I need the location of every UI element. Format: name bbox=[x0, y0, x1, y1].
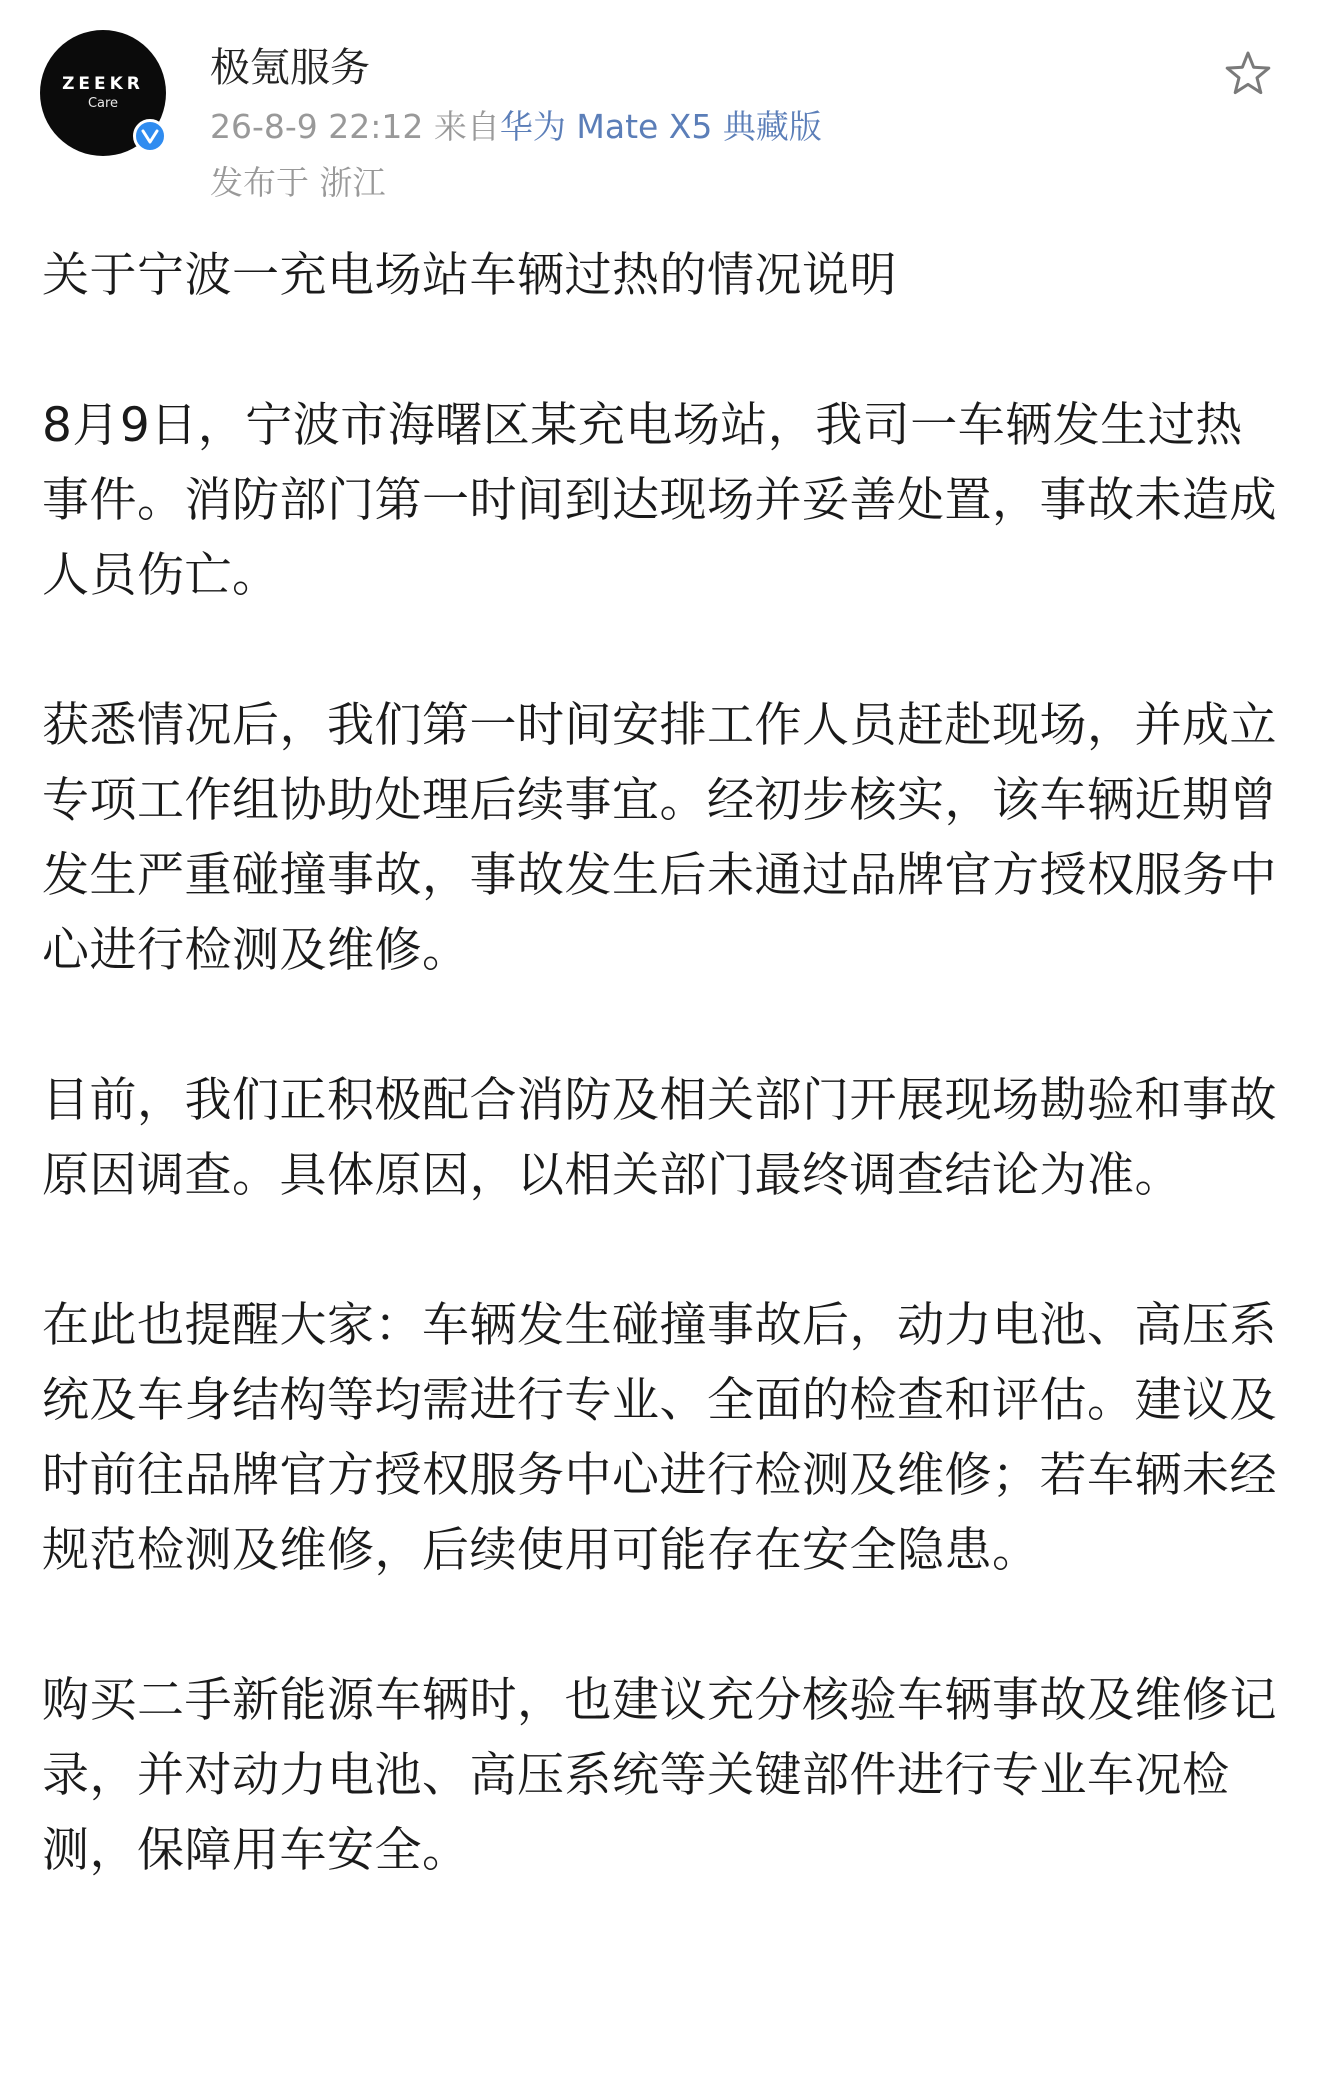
avatar-sub-text: Care bbox=[87, 96, 119, 111]
paragraph-gap bbox=[42, 613, 1282, 688]
author-name[interactable]: 极氪服务 bbox=[210, 45, 370, 91]
paragraph-gap bbox=[42, 1588, 1282, 1663]
post-header bbox=[0, 0, 1320, 215]
post-timestamp: 26-8-9 22:12 bbox=[210, 107, 424, 146]
post-paragraph: 获悉情况后，我们第一时间安排工作人员赶赴现场，并成立专项工作组协助处理后续事宜。经初步核实，该车辆近期曾发生严重碰撞事故，事故发生后未通过品牌官方授权服务中心进行检测及维修。 bbox=[42, 698, 1277, 978]
post-location: 发布于 浙江 bbox=[210, 163, 386, 202]
paragraph-gap bbox=[42, 1213, 1282, 1288]
source-prefix: 来自 bbox=[433, 107, 500, 146]
post-paragraph: 购买二手新能源车辆时，也建议充分核验车辆事故及维修记录，并对动力电池、高压系统等关键部件进行专业车况检测，保障用车安全。 bbox=[42, 1673, 1277, 1878]
source-device-link[interactable]: 华为 Mate X5 典藏版 bbox=[499, 107, 822, 146]
star-outline-icon[interactable] bbox=[1222, 48, 1274, 100]
post-body bbox=[42, 238, 1282, 1888]
verified-badge-icon bbox=[133, 119, 167, 153]
post-paragraph: 在此也提醒大家：车辆发生碰撞事故后，动力电池、高压系统及车身结构等均需进行专业、全面的检查和评估。建议及时前往品牌官方授权服务中心进行检测及维修；若车辆未经规范检测及维修，后续使用可能存在安全隐患。 bbox=[42, 1298, 1277, 1578]
avatar-brand-text: ZEEKR bbox=[62, 74, 144, 94]
post-title: 关于宁波一充电场站车辆过热的情况说明 bbox=[42, 248, 897, 303]
post-paragraph: 目前，我们正积极配合消防及相关部门开展现场勘验和事故原因调查。具体原因，以相关部门最终调查结论为准。 bbox=[42, 1073, 1277, 1203]
paragraph-gap bbox=[42, 988, 1282, 1063]
paragraph-gap bbox=[42, 313, 1282, 388]
post-paragraph: 8月9日，宁波市海曙区某充电场站，我司一车辆发生过热事件。消防部门第一时间到达现场并妥善处置，事故未造成人员伤亡。 bbox=[42, 398, 1277, 603]
post-meta bbox=[210, 104, 822, 150]
